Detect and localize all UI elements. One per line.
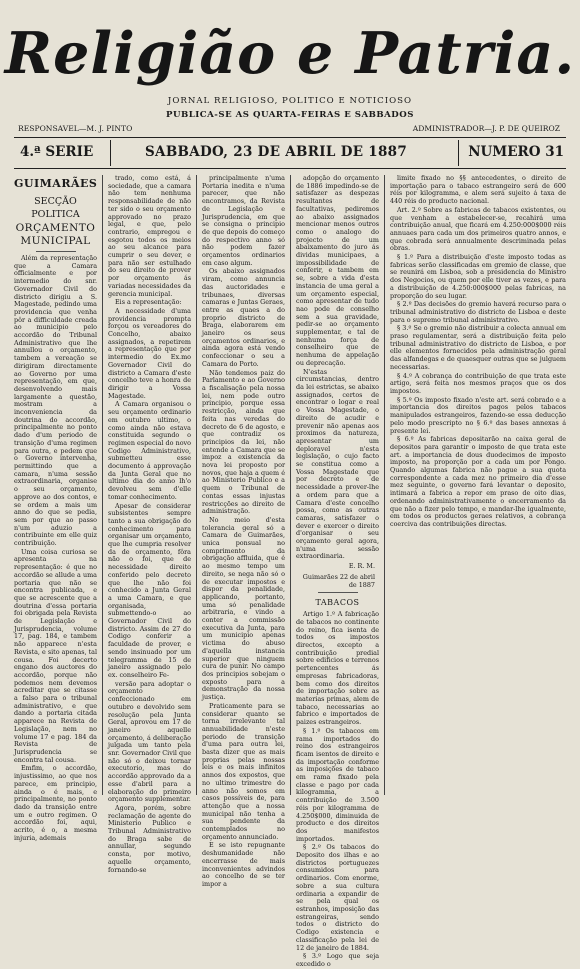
paragraph: limite fixado no §§ antecedentes, o direito de importação para o tabaco estrangeiro será de 600 réis por kilogramma, e alem será sujeito á taxa de 440 réis do producto nacional. xyxy=(390,174,566,206)
paragraph: Eis a representação: xyxy=(115,298,182,307)
paragraph: No meio d'esta tolerancia geral só a Camara de Guimarães, unica ponsual no comprimento da obrigação affluida, que é ao mesmo tempo um direito, se nega não só o de executar impostos e dispor da penalidade, applicando, portanto, uma só penalidade arbitraria, e vindo a conter a commissão executiva da Junta, para um municipio apenas victima do abuso d'aquella instancia superior que ninguem cura de punir. No campo dos principios sobejam o exposto para a demonstração da nossa justiça. xyxy=(202,515,285,702)
paragraph: Não tendemos paiz do Parlamento e ao Governo a fiscalisação pela nossa lei, nem pode outro principio, porque essa restricção, ainda que feita nas veredas do decreto de 6 de agosto, e que contradiz os principios da lei, não entende a Camara que se impoz a existencia da nova lei proposto por novos, que haja a quem é ao Ministerio Publico e a quem o Tribunal de contas essas injustas restricções ao direito de administração. xyxy=(202,368,285,516)
separator xyxy=(318,592,358,593)
separator xyxy=(36,251,76,252)
paragraph: § 1.º Os tabacos em rama importados do reino dos estrangeiros ficam isentos de direito e da importação conforme as imposições de tabaco em rama fixado pela classe e pago por cada kilogramma, a contribuição de 3.500 réis por kilogramma de 4.250$000, diminuida de producto e dos direitos dos manifestos importados. xyxy=(296,726,379,843)
column-rule xyxy=(102,175,103,795)
series-label: 4.ª SERIE xyxy=(20,144,94,160)
issue-number: NUMERO 31 xyxy=(468,144,564,160)
paragraph: § 1.º Para a distribuição d'este imposto todas as fabricas serão classificadas em gremio de classe, que se reunirá em Lisboa, sob a presidencia do Ministro dos Negocios, ou quem por elle tiver as vezes, e para a distribuição de 4.250:000$000 pelas fabricas, na proporção do seu lugar. xyxy=(390,253,566,300)
paragraph: § 3.º Logo que seja excedido o xyxy=(296,952,379,968)
article-heading: ORÇAMENTO MUNICIPAL xyxy=(15,222,96,247)
paragraph: Artigo 1.º A fabricação de tabacos no continente do reino, fica isenta de todos os impostos directos, excepto a contribuição predial sobre edificios e terrenos pertencentes ás empresas fabricadoras, bem como dos direitos de importação sobre as materias primas, alem de tabaco, necessarias ao fabrico e importados de paizes estrangeiros. xyxy=(296,610,379,727)
column-5 xyxy=(390,175,566,795)
paragraph: Uma coisa curiosa se apresenta na representação: é que no accordão se allude a uma portaria que não se encontra publicada, e que se acrescente que a doutrina d'essa portaria foi obrigada pela Revista de Legislação e Jurisprudencia, volume 17, pag. 184, e tambem não apparece n'esta Revista, e sito apenas, tal cousa. Foi decerto engano dos auctores do accordão, porque não podemos nem devemos acreditar que se citasse a falso para o tribunal administrativo, e que dando a portaria citada apparece na Revista de Legislação, nem no volume 17 e pag. 184 da Revista de Jurisprudencia se encontra tal cousa. xyxy=(14,547,97,764)
paragraph: E se isto repugnante deshumanidade não encerrasse de mais inconvenientes advindos ao concelho de se ter impor a xyxy=(202,841,285,888)
paragraph: N'estas circumstancias, dentro da lei estrictas, se abaixo assignados, certos de encontrar o logar e real o Vossa Magestade, o direito de acudir e prevenir não apenas aos proximos da natureza, apresentar um deploravel n'esta legislação, o cujo facto se constitua como a Vossa Magestade que por decreto e de necessidade a prover-lhe a ordem para que a Camara d'este concelho possa, como as outras camaras, satisfazer o dever e exercer o direito d'organisar o seu orçamento geral agora, n'uma sessão extraordinaria. xyxy=(296,367,379,561)
column-1 xyxy=(14,175,98,842)
paragraph: § 2.º Os tabacos do Deposito dos ilhas e ao districtos portuguezes consumidos para ordinarios. Com enorme, sobre a sua cultura ordinaria a expandir de se pela qual os estranhos, imposição das estrangeiras, sendo todos o districto do Codigo existencia e classificação pela lei de 12 de janeiro de 1884. xyxy=(296,843,379,952)
column-4 xyxy=(296,174,379,968)
paragraph: Apesar de considerar subsistentes sempre tanto a sua obrigação do conhecimento para organisar um orçamento, que lhe cumpria resolver da de orçamento, fôra não o foi, que de necessidade direito conferido pelo decreto que lhe não foi conhecido a Junta Geral a uma Camara, e que organisada, submettendo-o ao Governador Civil do districto. Assim de 27 do Codigo conferir a faculdade de prover, e sendo insinuado por um telegramma de 15 de janeiro assignado pelo ex. conselheiro Fe- xyxy=(108,501,191,679)
paragraph: A Camara organisou o seu orçamento ordinario em outubro ultimo, o como ainda não estava constituida segundo o regimen especial do novo Codigo Administrativo, submetteu esse documento á approvação da Junta Geral que no ultimo dia do anno lh'o devolveu sem d'elle tomar conhecimento. xyxy=(108,400,191,501)
article-place: GUIMARÃES xyxy=(14,177,98,190)
paragraph: adopção do orçamento de 1886 impedindo-se de satisfazer as despezas resultantes de facultativas, pediremos ao abaixo assignados mencionar menos outros como o analogo do projecto de um abaixamento do juro ás dividas municipaes, a impossibilidade de conferir, e tambem em se, sobre a vida d'esta instancia de uma geral a um orçamento especial, como apresentar de tudo nao pode de conselho sem a sua gravidade, pedir-se ao orçamento supplementar, e tal de nenhuma força de conselheiro que de nenhuma de appelação ou deprecação. xyxy=(296,174,379,367)
issue-date: SABBADO, 23 DE ABRIL DE 1887 xyxy=(145,144,408,160)
column-3 xyxy=(202,174,285,888)
publication-schedule: PUBLICA-SE AS QUARTA-FEIRAS E SABBADOS xyxy=(166,110,414,120)
paragraph: Além da representação que a Camara officialmente e por intermedio do snr. Governador Civil do districto dirigiu a S. Magestade, pedindo uma providencia que venha pôr a difficuldade creada ao municipio pelo accordão do Tribunal Administrativo que lhe annullou o orçamento, tambem a vereação se dirigiram directamente ao Governo por uma representação, em que, desenvolvendo mais largamente a questão, mostram a inconveniencia da doutrina do accordão, principalmente no ponto dado d'um periodo de transição d'uma regimen para outra, e pedem que o Governo intervenha, permittindo que a camara, n'uma sessão extraordinaria, organise o seu orçamento, approve ao dos contos, e se ordem a mais um anno do que se pedia, sem por que ao passo n'um aduzio a contribuinte em elle quiz contribuição. xyxy=(14,254,97,548)
responsible-editor: RESPONSAVEL—M. J. PINTO xyxy=(18,124,133,133)
info-divider xyxy=(110,140,111,166)
paragraph: Emfim, o accordão, injustissimo, ao que nos parece, em principio, ainda o é mais, e principalmente, no ponto dado da transição entre um e outro regimen. O accordão foi, aqui, acrito, é o, a mesma injuria, ademais xyxy=(14,764,97,842)
paragraph: Art. 2.º Sobre as fabricas de tabacos existentes, ou que venham a estabelecer-se, recahirá uma contribuição anual, que ficará em 4.250:000$000 réis annuaes para cada um dos primeiros quatro annos, e que cobrada será annualmente descriminada pelas obras. xyxy=(390,205,566,253)
paragraph: § 6.º As fabricas depositarão na caixa geral de depositos para garantir o imposto de que trata este art. a importancia de dous duodecimos de imposto imposto, na proporção por a cada um por Pongo. Quando algumas fabrica não pague a sua quota correspondente a cada mez no primeiro dia d'esse mez seguinte, o governo fará levantar o deposito, intimará a fabrica a repor em praso de oito dias, ordenando administrativamente o encerramento da que não a fizer pelo tempo, e mandar-lhe igualmente, em todos os productos geraes relativos, a cobrança coerciva das contribuições directas. xyxy=(390,435,566,528)
paragraph: trado, como está, á sociedade, que a camara não tem nenhuma responsabilidade de não ter sido o seu orçamento approvado no prazo legal, e que, pelo contrario, empregou e esgotou todos os meios ao seu alcance para cumprir o seu dever, e para não ser estulhado do seu direito de prover por orçamento ás variadas necessidades da gerencia municipal. xyxy=(108,174,191,298)
paragraph: versão para adoptar o orçamento confeccionado em outubro e devolvido sem resolução pela Junta Geral, aprovou em 17 de janeiro aquelle orçamento, á deliberação julgada um tanto pela snr. Governador Civil que não só o deixou tornar executorio, mas do accordão approvado da a esse d'abril para a elaboração do primeiro orçamento supplementar. xyxy=(108,679,191,804)
paragraph: § 3.º Se o gremio não distribuir a colecta annual em praso regulamentar, será a distribuição feita pelo tribunal administrativo do districto de Lisboa, e por elle elementos fornecidos pela administração geral das alfandegas e de quaesquer outras que se julguem necessarias. xyxy=(390,324,566,371)
article-columns xyxy=(14,174,566,968)
column-rule xyxy=(196,175,197,795)
article-signoff: E. R. M. xyxy=(348,562,375,571)
column-rule xyxy=(290,175,291,795)
paragraph: Os abaixo assignados viram, como annuncia das auctoridades e tribunaes, diversas camaras e Juntas Geraes, entre as quaes a do proprio districto de Braga, elaborarem em janeiro os seus orçamentos ordinarios, e ainda agora está vendo confeccionar o seu a Camara do Porto. xyxy=(202,267,285,368)
administrator: ADMINISTRADOR—J. P. DE QUEIROZ xyxy=(412,124,560,133)
article-dateline: Guimarães 22 de abril de 1887 xyxy=(302,572,375,589)
newspaper-title: Religião e Patria. xyxy=(4,20,576,87)
paragraph: principalmente n'uma Portaria inedita e n'uma parecer, que não encontramos, da Revista de Legislação e Jurisprudencia, em que se consigna o principio de que depois do começo do respectivo anno só não podem fazer orçamentos ordinarios em caso algum. xyxy=(202,174,285,267)
issue-info-bar xyxy=(14,138,566,168)
tabacos-heading: TABACOS xyxy=(315,598,360,608)
paragraph: A necessidade d'uma providencia prompta forçou os vereadores do Concelho, abaixo assignados, a repetirem a representação que por intermedio do Ex.mo Governador Civil do districto a Camara d'este concelho teve a honra de dirigir a Vossa Magestade. xyxy=(108,306,191,400)
article-section: SECÇÃO POLITICA xyxy=(31,196,80,220)
paragraph: Agora, porém, sobre reclamação de agente do Ministerio Publico e Tribunal Administrativo do Braga sabe de annullar, segundo consta, por motivo, aquelle orçamento, fornando-se xyxy=(108,803,191,874)
newspaper-subtitle: JORNAL RELIGIOSO, POLITICO E NOTICIOSO xyxy=(167,96,413,106)
paragraph: § 2.º Das decisões do gremio haverá recurso para o tribunal administrativo do districto de Lisboa e deste para o supremo tribunal administrativo. xyxy=(390,300,566,324)
paragraph: § 4.º A cobrança do contribuição de que trata este artigo, será feita nos mesmos praços que os dos impostos. xyxy=(390,371,566,395)
paragraph: Praticamente para se considerar quanto se torna irrelevante tal annuabilidade n'este periodo de transição d'uma para outra lei, basta dizer que as mais proprias pelas nossas leis e os mais infinitos annos dos expostos, que no ultimo trimestre do anno não somos em casos possíveis de, para attenção que a nossa municipal não tenha a sua pendente da contemplados no orçamento annunciado. xyxy=(202,701,285,841)
column-rule xyxy=(384,175,385,795)
bottom-rule xyxy=(14,168,566,169)
info-divider xyxy=(458,140,459,166)
paragraph: § 5.º Os imposto fixado n'este art. será cobrado e a importancia dos direitos pagos pelos tabacos manipulados estrangeiros, fazendo-se essa deducção pelo modo prescripto no § 6.º das bases annexas á presente lei. xyxy=(390,395,566,435)
column-2 xyxy=(108,174,191,874)
